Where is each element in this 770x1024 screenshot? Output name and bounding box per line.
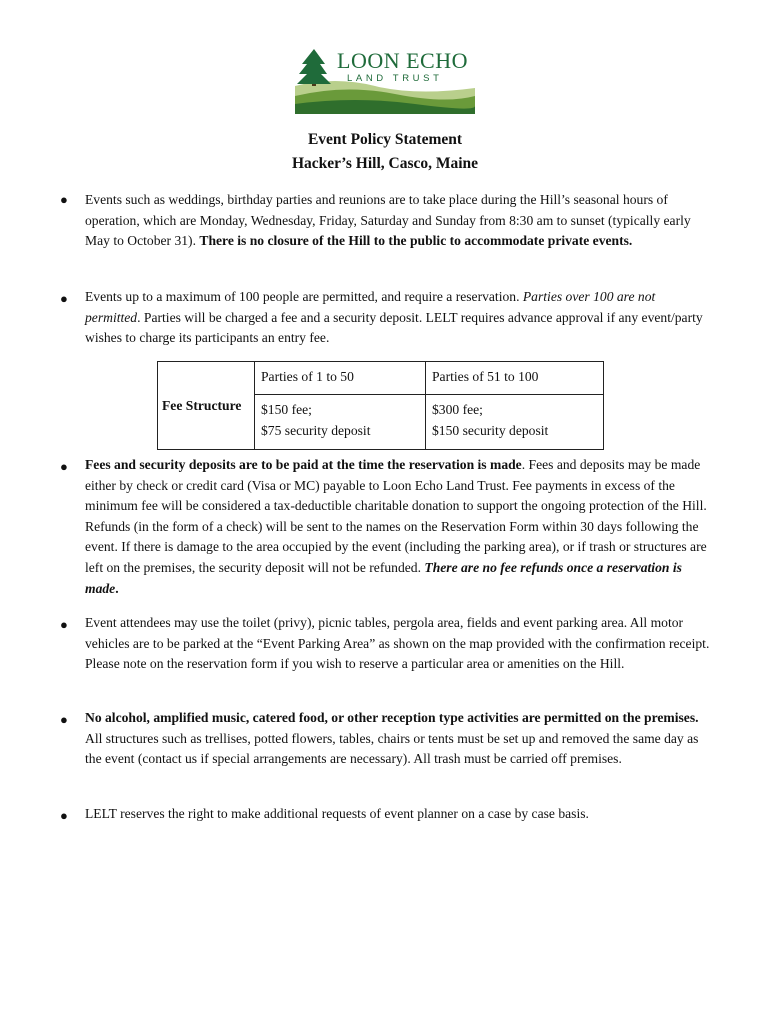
bullet-capacity-italic: Parties over 100 are not permitted (85, 289, 656, 325)
bullet-hours-text: Events such as weddings, birthday parties and reunions are to take place during the Hill’s seasonal hours of operation, which are Monday, Wednesday, Friday, Saturday and Sunday from 8:30 am to sunset (typically early May to October 31). (85, 192, 691, 249)
bullet-capacity-text1: Events up to a maximum of 100 people are permitted, and require a reservation. (85, 289, 523, 304)
bullet-hours-bold: There is no closure of the Hill to the public to accommodate private events. (199, 233, 633, 249)
fee-col2-fee: $300 fee; (432, 402, 483, 417)
bullet-icon: ● (60, 808, 68, 823)
fee-structure-table (157, 361, 604, 450)
bullet-fees-bold: Fees and security deposits are to be paid at the time the reservation is made (85, 457, 522, 472)
document-title: Event Policy Statement (307, 131, 463, 148)
bullet-reserves-paragraph: LELT reserves the right to make additional requests of event planner on a case by case basis. (85, 806, 589, 821)
bullet-fees-end: . (115, 580, 119, 596)
bullet-icon: ● (60, 291, 68, 306)
fee-col1-fee: $150 fee; (261, 402, 312, 417)
loon-echo-logo (295, 46, 475, 114)
bullet-icon: ● (60, 459, 68, 474)
fee-col2-header: Parties of 51 to 100 (426, 362, 604, 395)
fee-col1-deposit: $75 security deposit (261, 423, 371, 438)
bullet-icon: ● (60, 712, 68, 727)
bullet-fees-paragraph (85, 455, 710, 599)
bullet-capacity-paragraph (85, 287, 710, 349)
bullet-fees-bold-italic: There are no fee refunds once a reservation is made (85, 559, 682, 596)
bullet-icon: ● (60, 617, 68, 632)
bullet-restrictions-text: All structures such as trellises, potted flowers, tables, chairs or tents must be set up and removed the same day as the event (contact us if special arrangements are necessary). All trash must be carried off premises. (85, 730, 699, 767)
document-subtitle: Hacker’s Hill, Casco, Maine (291, 155, 479, 172)
fee-structure-label: Fee Structure (158, 362, 255, 450)
fee-col1-cell (255, 395, 426, 450)
bullet-icon: ● (60, 192, 68, 207)
bullet-hours-paragraph (85, 190, 710, 252)
fee-col2-deposit: $150 security deposit (432, 423, 549, 438)
bullet-restrictions-bold: No alcohol, amplified music, catered food, or other reception type activities are permitted on the premises. (85, 710, 699, 725)
bullet-amenities-paragraph: Event attendees may use the toilet (privy), picnic tables, pergola area, fields and event parking area. All motor vehicles are to be parked at the “Event Parking Area” as shown on the map provided with the confirmation receipt. Please note on the reservation form if you wish to reserve a particular area or amenities on the Hill. (85, 615, 710, 672)
logo-subtitle: LAND TRUST (347, 73, 443, 84)
bullet-capacity-text2: . Parties will be charged a fee and a security deposit. LELT requires advance approval if any event/party wishes to charge its participants an entry fee. (85, 309, 703, 346)
bullet-restrictions-paragraph (85, 708, 710, 770)
fee-col1-header: Parties of 1 to 50 (255, 362, 426, 395)
fee-col2-cell (426, 395, 604, 450)
logo-name: LOON ECHO (337, 48, 468, 73)
bullet-fees-text: . Fees and deposits may be made either by check or credit card (Visa or MC) payable to Loon Echo Land Trust. Fee payments in excess of the minimum fee will be considered a tax-deductible charitable donation to support the ongoing protection of the Hill. Refunds (in the form of a check) will be sent to the names on the Reservation Form within 30 days following the event. If there is damage to the area occupied by the event (including the parking area), or if trash or structures are left on the premises, the security deposit will not be refunded. (85, 457, 707, 575)
